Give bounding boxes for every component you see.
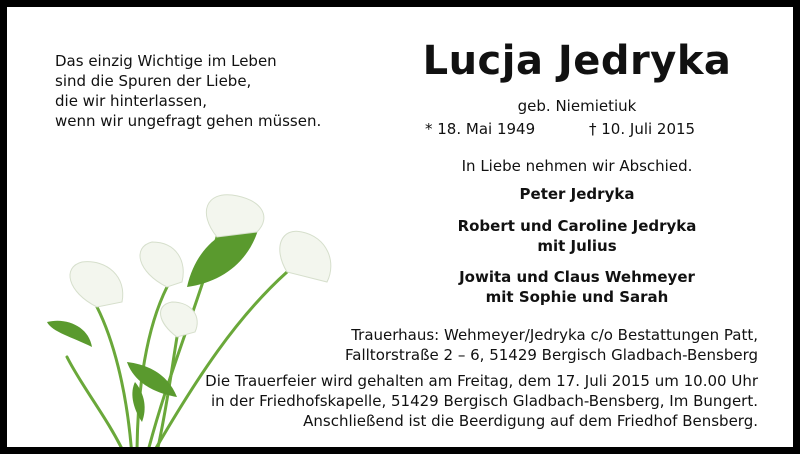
family-group [407,216,747,256]
family-line: Peter Jedryka [519,185,635,203]
family-group [407,267,747,307]
stem [97,307,132,454]
stem [67,357,125,454]
quote-line: sind die Spuren der Liebe, [55,72,252,90]
death-date: † 10. Juli 2015 [589,120,696,138]
mourning-house-line: Falltorstraße 2 – 6, 51429 Bergisch Gladbach-Bensberg [345,346,758,364]
birth-date: * 18. Mai 1949 [425,120,536,138]
lily-flower [161,302,198,337]
lily-flower [280,231,331,282]
leaf [47,321,92,347]
family-line: mit Julius [537,237,617,255]
quote-line: Das einzig Wichtige im Leben [55,52,277,70]
ceremony-line: in der Friedhofskapelle, 51429 Bergisch Gladbach-Bensberg, Im Bungert. [210,392,758,410]
deceased-name: Lucja Jedryka [422,38,732,84]
family-group [407,184,747,204]
family-line: mit Sophie und Sarah [485,288,669,306]
funeral-details [198,325,758,431]
ceremony-line: Anschließend ist die Beerdigung auf dem Friedhof Bensberg. [303,412,758,430]
family-line: Jowita und Claus Wehmeyer [459,268,695,286]
leaf [132,382,144,422]
family-line: Robert und Caroline Jedryka [457,217,697,235]
mourning-house-line: Trauerhaus: Wehmeyer/Jedryka c/o Bestattungen Patt, [351,326,758,344]
quote-line: wenn wir ungefragt gehen müssen. [55,112,322,130]
farewell-text: In Liebe nehmen wir Abschied. [461,157,693,175]
memorial-quote [55,51,355,131]
lily-flower [70,262,123,307]
birth-name: geb. Niemietiuk [517,97,637,115]
lily-flower [206,195,264,237]
ceremony-line: Die Trauerfeier wird gehalten am Freitag, dem 17. Juli 2015 um 10.00 Uhr [205,372,758,390]
quote-line: die wir hinterlassen, [55,92,208,110]
lily-flower [140,242,183,287]
